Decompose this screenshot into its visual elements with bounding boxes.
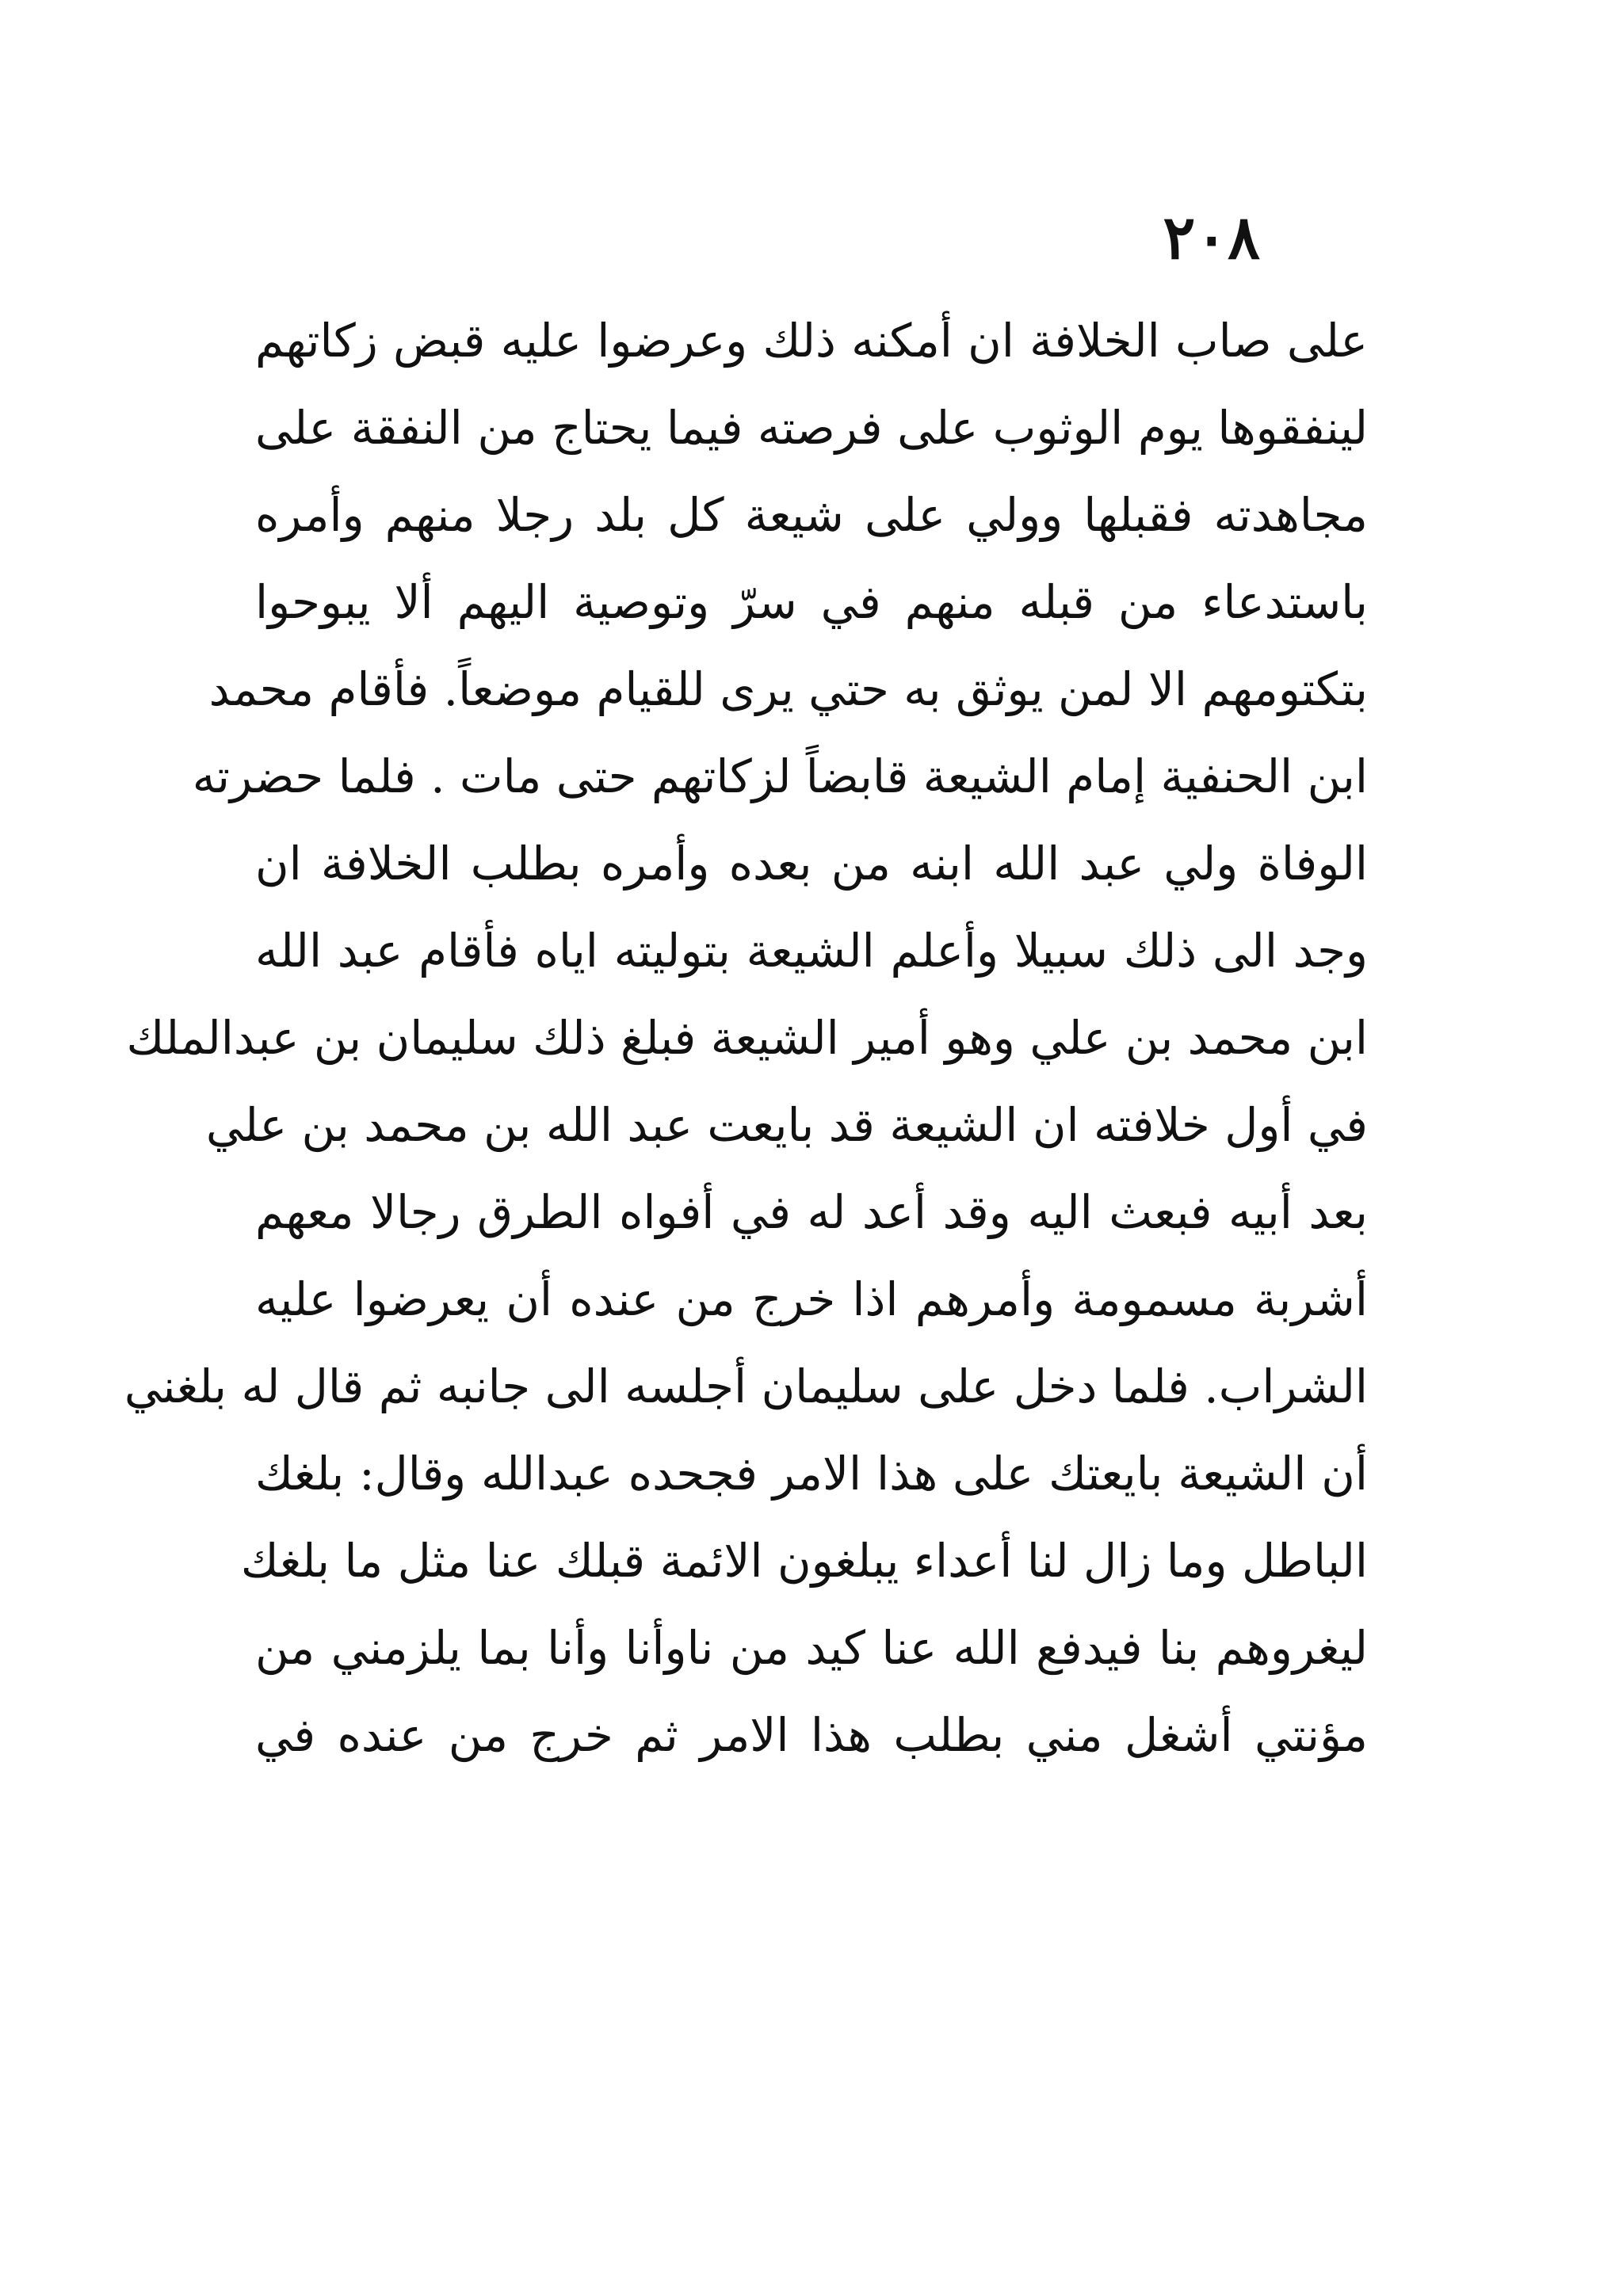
page-number: ٢٠٨: [1163, 202, 1260, 273]
text-line: مجاهدته فقبلها وولي على شيعة كل بلد رجلا منهم وأمره: [255, 488, 1368, 542]
text-line: ابن الحنفية إمام الشيعة قابضاً لزكاتهم حتى مات . فلما حضرته: [192, 749, 1368, 803]
text-line: على صاب الخلافة ان أمكنه ذلك وعرضوا عليه قبض زكاتهم: [255, 314, 1368, 368]
text-line: الوفاة ولي عبد الله ابنه من بعده وأمره بطلب الخلافة ان: [255, 837, 1368, 891]
body-text: [124, 297, 1368, 1779]
text-line: باستدعاء من قبله منهم في سرّ وتوصية اليهم ألا يبوحوا: [255, 575, 1368, 629]
text-line: مؤنتي أشغل مني بطلب هذا الامر ثم خرج من عنده في: [255, 1708, 1368, 1762]
text-line: وجد الى ذلك سبيلا وأعلم الشيعة بتوليته اياه فأقام عبد الله: [255, 924, 1368, 978]
text-line: في أول خلافته ان الشيعة قد بايعت عبد الله بن محمد بن علي: [205, 1098, 1368, 1152]
text-line: أشربة مسمومة وأمرهم اذا خرج من عنده أن يعرضوا عليه: [255, 1272, 1368, 1326]
text-line: بعد أبيه فبعث اليه وقد أعد له في أفواه الطرق رجالا معهم: [255, 1185, 1368, 1239]
text-line: ابن محمد بن علي وهو أمير الشيعة فبلغ ذلك سليمان بن عبدالملك: [126, 1011, 1368, 1065]
text-line: لينفقوها يوم الوثوب على فرصته فيما يحتاج من النفقة على: [255, 401, 1368, 455]
text-line: بتكتومهم الا لمن يوثق به حتي يرى للقيام موضعاً. فأقام محمد: [208, 662, 1368, 716]
text-line: الشراب. فلما دخل على سليمان أجلسه الى جانبه ثم قال له بلغني: [124, 1360, 1368, 1413]
text-line: ليغروهم بنا فيدفع الله عنا كيد من ناوأنا وأنا بما يلزمني من: [255, 1621, 1368, 1675]
text-line: أن الشيعة بايعتك على هذا الامر فجحده عبدالله وقال: بلغك: [255, 1447, 1368, 1501]
text-line: الباطل وما زال لنا أعداء يبلغون الائمة قبلك عنا مثل ما بلغك: [240, 1534, 1368, 1588]
